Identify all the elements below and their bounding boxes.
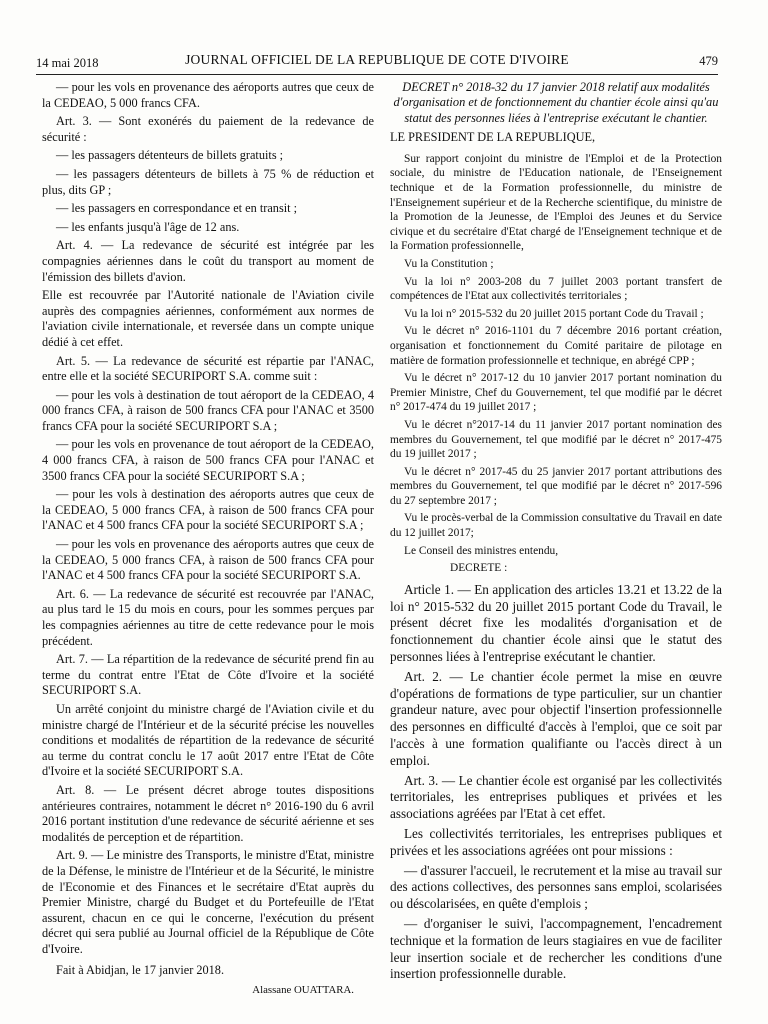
list-item: — d'organiser le suivi, l'accompagnement, l'encadrement technique et la formation de leurs stagiaires en vue de faciliter leur insertion sociale et de rechercher les conditions d'une insertion professionnelle durable. bbox=[390, 915, 722, 982]
paragraph: Les collectivités territoriales, les entreprises publiques et privées et les associations agréées ont pour missions : bbox=[390, 826, 722, 858]
preamble-paragraph: Sur rapport conjoint du ministre de l'Emploi et de la Protection sociale, du ministre de l'Education nationale, de l'Enseignement technique et de la Formation professionnelle, du ministre de l'Enseignement supérieur et de la Recherche scientifique, du ministre de la Promotion de la Jeunesse, de l'Emploi des Jeunes et du Service civique et du secrétaire d'Etat chargé de l'Enseignement technique et de la Formation professionnelle, bbox=[390, 152, 722, 253]
vu-item: Vu la loi n° 2015-532 du 20 juillet 2015 portant Code du Travail ; bbox=[404, 307, 704, 320]
list-item: — pour les vols en provenance des aéroports autres que ceux de la CEDEAO, 5 000 francs CFA, à raison de 500 francs CFA pour l'ANAC et 4 500 francs CFA pour la société SECURIPORT S.A. bbox=[42, 537, 374, 583]
article-8: Art. 8. — Le présent décret abroge toutes dispositions antérieures contraires, notamment le décret n° 2016-190 du 6 avril 2016 portant institution d'une redevance de sécurité aérienne et ses modalités de perception et de répartition. bbox=[42, 782, 374, 844]
conseil-entendu: Le Conseil des ministres entendu, bbox=[404, 544, 559, 557]
decret-title: DECRET n° 2018-32 du 17 janvier 2018 relatif aux modalités d'organisation et de fonctionnement du chantier école ainsi qu'au statut des personnes liées à l'entreprise exécutant le chantier. bbox=[393, 80, 719, 125]
vu-item: Vu le décret n° 2016-1101 du 7 décembre 2016 portant création, organisation et fonctionnement du Comité paritaire de pilotage en matière de formation professionnelle et technique, en abrégé CPP ; bbox=[390, 325, 722, 367]
right-column bbox=[390, 80, 722, 986]
list-item: — pour les vols à destination de tout aéroport de la CEDEAO, 4 000 francs CFA, à raison de 500 francs CFA pour l'ANAC et 3500 francs CFA pour la société SECURIPORT S.A ; bbox=[42, 387, 374, 433]
article-3: Art. 3. — Sont exonérés du paiement de la redevance de sécurité : bbox=[42, 114, 374, 144]
list-item: — les passagers détenteurs de billets gratuits ; bbox=[56, 148, 284, 163]
president-heading: LE PRESIDENT DE LA REPUBLIQUE, bbox=[390, 130, 596, 145]
article-6: Art. 6. — La redevance de sécurité est recouvrée par l'ANAC, au plus tard le 15 du mois en cours, pour les sommes perçues par les compagnies aériennes au titre de cette redevance pour le mois précédent. bbox=[42, 586, 374, 648]
list-item: — les passagers détenteurs de billets à 75 % de réduction et plus, dits GP ; bbox=[42, 166, 374, 197]
vu-item: Vu le décret n° 2017-45 du 25 janvier 2017 portant attributions des membres du Gouvernement, tel que modifié par le décret n° 2017-596 du 27 septembre 2017 ; bbox=[390, 465, 722, 507]
article-1: Article 1. — En application des articles 13.21 et 13.22 de la loi n° 2015-532 du 20 juillet 2015 portant Code du Travail, le présent décret fixe les modalités d'organisation et de fonctionnement du chantier école ainsi que le statut des personnes liées à l'entreprise exécutant le chantier. bbox=[390, 581, 722, 665]
article-2: Art. 2. — Le chantier école permet la mise en œuvre d'opérations de formations de type particulier, sur un chantier grandeur nature, avec pour objectif l'insertion professionnelle des personnes en difficulté d'accès à l'emploi, que ce soit par l'accès à une formation qualifiante ou l'accès direct à un emploi. bbox=[390, 668, 722, 768]
journal-title: JOURNAL OFFICIEL DE LA REPUBLIQUE DE COTE D'IVOIRE bbox=[185, 52, 569, 67]
left-column bbox=[42, 80, 374, 1002]
article-9: Art. 9. — Le ministre des Transports, le ministre d'Etat, ministre de la Défense, le ministre de l'Intérieur et de la Sécurité, le ministre de l'Economie et des Finances et le secrétaire d'Etat auprès du Premier Ministre, chargé du Budget et du Portefeuille de l'Etat assurent, chacun en ce qui le concerne, l'exécution du présent décret qui sera publié au Journal officiel de la République de Côte d'Ivoire. bbox=[42, 848, 374, 956]
header-rule bbox=[36, 74, 718, 75]
page-header bbox=[36, 52, 718, 74]
article-5: Art. 5. — La redevance de sécurité est répartie par l'ANAC, entre elle et la société SECURIPORT S.A. comme suit : bbox=[42, 353, 374, 384]
list-item: — pour les vols à destination des aéroports autres que ceux de la CEDEAO, 5 000 francs CFA, à raison de 500 francs CFA pour l'ANAC et 4 500 francs CFA pour la société SECURIPORT S.A ; bbox=[42, 487, 374, 533]
page-number: 479 bbox=[699, 54, 718, 68]
paragraph: Elle est recouvrée par l'Autorité nationale de l'Aviation civile auprès des compagnies aériennes, conformément aux normes de l'aviation civile internationale, et reversée dans un compte unique dédié à cet effet. bbox=[42, 288, 374, 349]
list-item: — les enfants jusqu'à l'âge de 12 ans. bbox=[56, 219, 240, 234]
paragraph: — pour les vols en provenance des aéroports autres que ceux de la CEDEAO, 5 000 francs CFA. bbox=[42, 80, 374, 110]
vu-item: Vu le décret n° 2017-12 du 10 janvier 2017 portant nomination du Premier Ministre, Chef du Gouvernement, tel que modifié par le décret n° 2017-474 du 19 juillet 2017 ; bbox=[390, 372, 722, 414]
article-3: Art. 3. — Le chantier école est organisé par les collectivités territoriales, les entreprises publiques et privées et les associations agréées par l'Etat à cet effet. bbox=[390, 772, 722, 822]
list-item: — les passagers en correspondance et en transit ; bbox=[56, 201, 298, 216]
paragraph: Un arrêté conjoint du ministre chargé de l'Aviation civile et du ministre chargé de l'Intérieur et de la sécurité précise les nouvelles conditions et modalités de répartition de la redevance de sécurité au terme du contrat conclu le 17 août 2017 entre l'Etat de Côte d'Ivoire et la société SECURIPORT S.A. bbox=[42, 701, 374, 779]
signature: Alassane OUATTARA. bbox=[252, 984, 354, 997]
list-item: — pour les vols en provenance de tout aéroport de la CEDEAO, 4 000 francs CFA, à raison de 500 francs CFA pour l'ANAC et 3500 francs CFA pour la société SECURIPORT S.A ; bbox=[42, 437, 374, 483]
vu-item: Vu la loi n° 2003-208 du 7 juillet 2003 portant transfert de compétences de l'Etat aux collectivités territoriales ; bbox=[390, 275, 722, 303]
vu-item: Vu le procès-verbal de la Commission consultative du Travail en date du 12 juillet 2017; bbox=[390, 512, 722, 540]
vu-item: Vu le décret n°2017-14 du 11 janvier 2017 portant nomination des membres du Gouvernement, tel que modifié par le décret n° 2017-475 du 19 juillet 2017 ; bbox=[390, 418, 722, 461]
article-7: Art. 7. — La répartition de la redevance de sécurité prend fin au terme du contrat entre l'Etat de Côte d'Ivoire et la société SECURIPORT S.A. bbox=[42, 652, 374, 698]
vu-item: Vu la Constitution ; bbox=[404, 257, 494, 270]
fait-a-abidjan: Fait à Abidjan, le 17 janvier 2018. bbox=[56, 963, 225, 978]
header-date: 14 mai 2018 bbox=[36, 56, 99, 70]
decrete-heading: DECRETE : bbox=[450, 562, 508, 575]
list-item: — d'assurer l'accueil, le recrutement et la mise au travail sur des actions collectives, des personnes sans emploi, scolarisées ou déscolarisées, en quête d'emplois ; bbox=[390, 862, 722, 912]
article-4: Art. 4. — La redevance de sécurité est intégrée par les compagnies aériennes dans le coût du transport au moment de l'émission des billets d'avion. bbox=[42, 238, 374, 284]
